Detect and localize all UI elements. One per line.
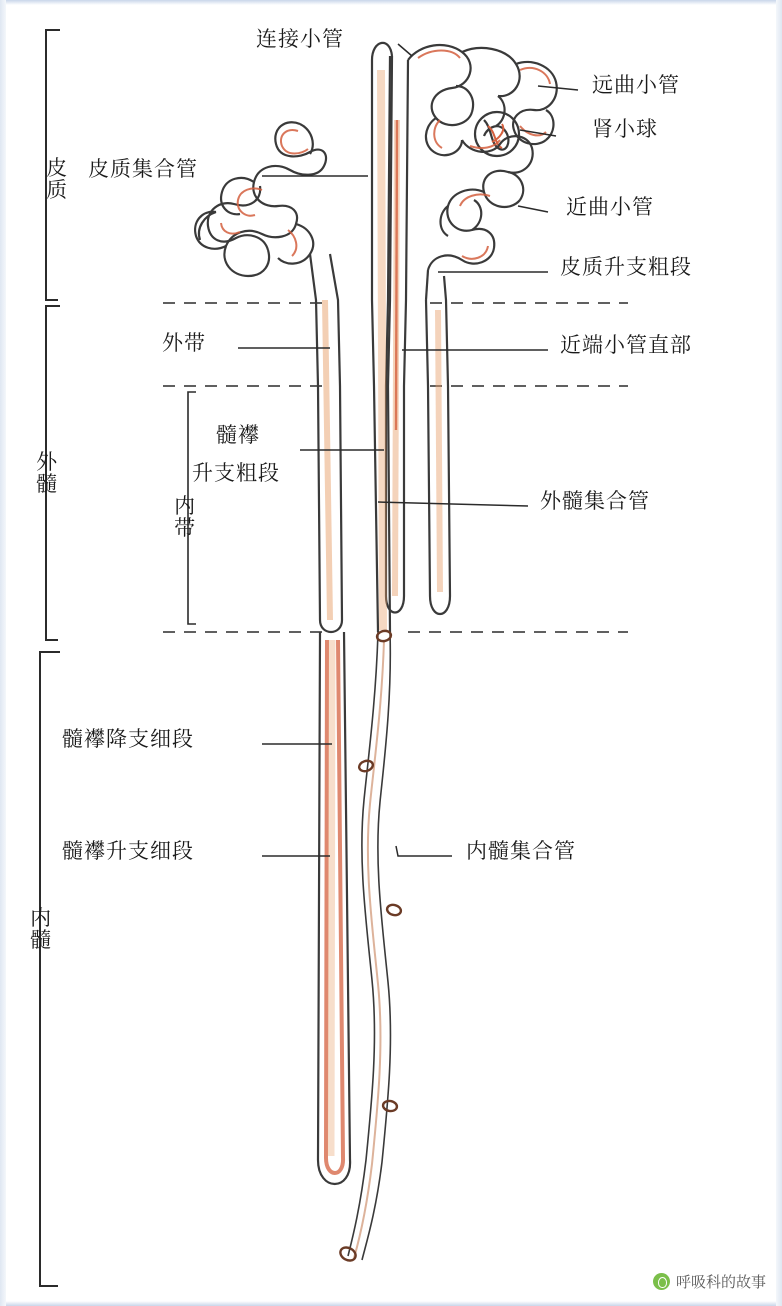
nephron-left-tubule-lumen (221, 130, 308, 256)
label-outer-stripe: 外带 (162, 332, 206, 355)
thin-limb-long-loop-lumen-soft (331, 640, 332, 1156)
glomerulus-shape (475, 112, 519, 156)
nephron-left-convoluted-tubule (195, 122, 326, 276)
label-thin-descending-limb: 髓襻降支细段 (62, 728, 194, 751)
label-cortical-collecting-duct: 皮质集合管 (88, 158, 198, 181)
label-distal-convoluted-tubule: 远曲小管 (592, 74, 680, 97)
watermark-text: 呼吸科的故事 (675, 1274, 766, 1291)
nephron-center-straight-lumen (395, 120, 440, 596)
label-outer-medullary-collecting-duct: 外髓集合管 (540, 490, 650, 513)
label-connecting-tubule: 连接小管 (256, 28, 344, 51)
zone-label-cortex: 皮质 (46, 157, 68, 203)
label-thin-ascending-limb: 髓襻升支细段 (62, 840, 194, 863)
nephron-center-straight-lumen-red (396, 120, 397, 430)
zone-label-inner-medulla: 内髓 (30, 907, 52, 953)
label-inner-medullary-collecting-duct: 内髓集合管 (466, 840, 576, 863)
label-loop-thick-ascending-limb-line1: 髓襻 (216, 424, 260, 447)
label-cortical-thick-ascending-limb: 皮质升支粗段 (560, 256, 692, 279)
distal-convoluted-tubule-shape (408, 45, 557, 155)
label-proximal-straight-tubule: 近端小管直部 (560, 334, 692, 357)
proximal-convoluted-tubule-shape (426, 136, 533, 300)
label-proximal-convoluted-tubule: 近曲小管 (566, 196, 654, 219)
inner-medullary-collecting-duct (348, 632, 390, 1260)
collecting-duct-lumen (381, 70, 383, 630)
label-loop-thick-ascending-limb-line2: 升支粗段 (192, 462, 280, 485)
watermark (653, 1271, 766, 1292)
label-inner-stripe: 内带 (174, 495, 196, 541)
zone-label-outer-medulla: 外髓 (36, 451, 58, 497)
wechat-logo-icon (653, 1273, 670, 1290)
zone-bracket-inner-medulla (40, 652, 60, 1286)
distal-convoluted-tubule-lumen (418, 51, 550, 149)
label-glomerulus: 肾小球 (592, 118, 658, 141)
